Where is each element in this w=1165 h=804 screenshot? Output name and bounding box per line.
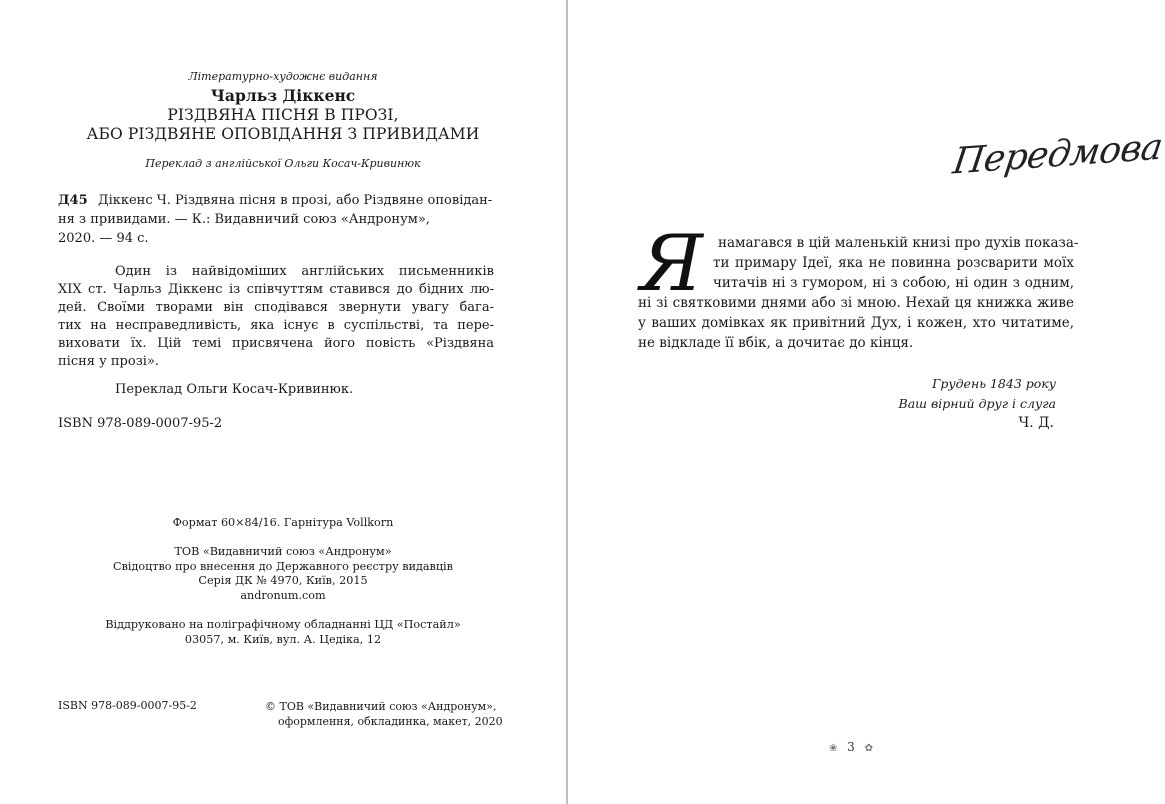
body-line: не відкладе її вбік, а дочитає до кінця.	[638, 335, 914, 351]
annotation-line: дей. Своїми творами він сподівався звернути увагу бага-	[58, 300, 494, 315]
edition-type: Літературно-художнє видання	[188, 70, 378, 83]
publisher-website: andronum.com	[240, 588, 326, 602]
page-number: 3	[847, 740, 855, 754]
annotation-line: пісня у прозі».	[58, 354, 160, 369]
biblio-code: Д45	[58, 193, 88, 208]
book-title-line-2: АБО РІЗДВЯНЕ ОПОВІДАННЯ З ПРИВИДАМИ	[86, 125, 480, 143]
isbn: ISBN 978-089-0007-95-2	[58, 416, 223, 431]
format-info: Формат 60×84/16. Гарнітура Vollkorn	[172, 516, 394, 529]
ornament-right-icon: ✿	[864, 743, 874, 754]
body-line: ні зі святковими днями або зі мною. Нехай ця книжка живе	[638, 295, 1074, 311]
publisher-line: Серія ДК № 4970, Київ, 2015	[198, 574, 368, 587]
translator-credit: Переклад Ольги Косач-Кривинюк.	[115, 382, 354, 397]
body-line: у ваших домівках як привітний Дух, і кожен, хто читатиме,	[638, 315, 1074, 331]
publisher-line: ТОВ «Видавничий союз «Андронум»	[174, 545, 392, 558]
book-title-line-1: РІЗДВЯНА ПІСНЯ В ПРОЗІ,	[167, 106, 399, 124]
printer-line: 03057, м. Київ, вул. А. Цедіка, 12	[184, 632, 382, 646]
page-number-footer	[568, 740, 1134, 754]
copyright-line: © ТОВ «Видавничий союз «Андронум»,	[265, 700, 497, 713]
bibliographic-record	[58, 191, 498, 248]
body-line: намагався в цій маленькій книзі про духів показа-	[718, 235, 1079, 251]
annotation-line: виховати їх. Цій темі присвячена його повість «Різдвяна	[58, 336, 494, 351]
drop-cap: Я	[640, 219, 703, 309]
translation-note: Переклад з англійської Ольги Косач-Кривинюк	[145, 157, 421, 170]
copyright	[265, 699, 503, 729]
biblio-line-1: Діккенс Ч. Різдвяна пісня в прозі, або Різдвяне оповідан-	[98, 193, 493, 208]
printer-line: Віддруковано на поліграфічному обладнанні ЦД «Постайл»	[105, 618, 461, 631]
body-line: читачів ні з гумором, ні з собою, ні один з одним,	[713, 275, 1074, 291]
annotation	[58, 263, 494, 371]
biblio-line-3: 2020. — 94 с.	[58, 231, 149, 246]
ornament-left-icon: ❀	[828, 743, 838, 754]
preface-body	[638, 233, 1079, 353]
bottom-isbn: ISBN 978-089-0007-95-2	[58, 699, 197, 712]
annotation-line: тих на несправедливість, яка існує в суспільстві, та пере-	[58, 318, 494, 333]
preface-date: Грудень 1843 року	[932, 376, 1056, 391]
preface-heading: Передмова	[950, 126, 1165, 183]
right-page	[568, 0, 1165, 804]
author-name: Чарльз Діккенс	[210, 86, 356, 105]
annotation-line: XIX ст. Чарльз Діккенс із співчуттям ставився до бідних лю-	[58, 282, 494, 297]
biblio-line-2: ня з привидами. — К.: Видавничий союз «Андронум»,	[58, 212, 430, 227]
author-initials: Ч. Д.	[1018, 415, 1054, 431]
left-page	[0, 0, 566, 804]
copyright-line: оформлення, обкладинка, макет, 2020	[278, 715, 503, 728]
publisher-line: Свідоцтво про внесення до Державного реєстру видавців	[113, 559, 453, 573]
preface-closing: Ваш вірний друг і слуга	[898, 396, 1056, 411]
annotation-line: Один із найвідоміших англійських письменників	[115, 264, 494, 279]
body-line: ти примару Ідеї, яка не повинна розсварити моїх	[713, 255, 1074, 271]
